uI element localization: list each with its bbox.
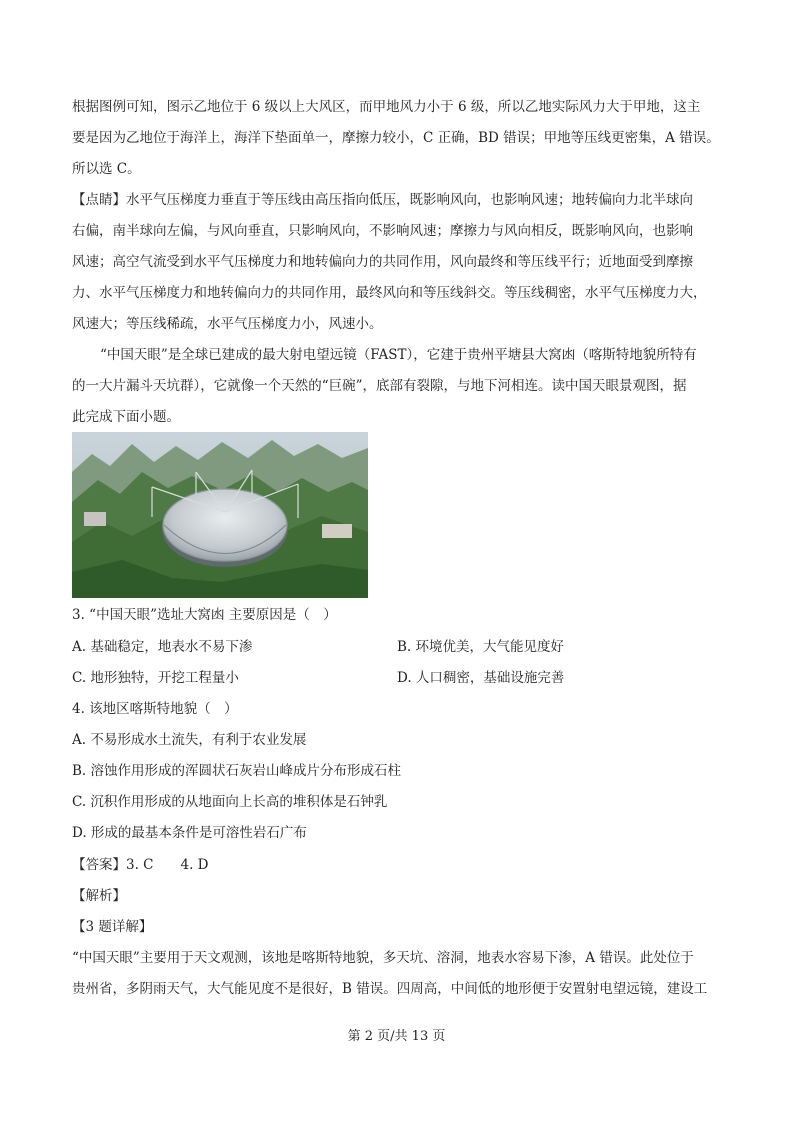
intro-line: 的一大片漏斗天坑群），它就像一个天然的“巨碗”，底部有裂隙，与地下河相连。读中国天眼景观图，据 — [72, 378, 687, 394]
intro-line: 此完成下面小题。 — [72, 409, 180, 425]
question-4-option-b[interactable]: B. 溶蚀作用形成的浑圆状石灰岩山峰成片分布形成石柱 — [72, 763, 402, 779]
question-3-option-a[interactable]: A. 基础稳定，地表水不易下渗 — [72, 639, 253, 655]
paragraph-line: 根据图例可知，图示乙地位于 6 级以上大风区，而甲地风力小于 6 级，所以乙地实际风力大于甲地，这主 — [72, 99, 701, 115]
tip-line: 风速；高空气流受到水平气压梯度力和地转偏向力的共同作用，风向最终和等压线平行；近地面受到摩擦 — [72, 254, 693, 270]
analysis-heading: 【解析】 — [72, 888, 126, 904]
question-3-stem: 3. “中国天眼”选址大窝凼 主要原因是（ ） — [72, 607, 337, 623]
fast-telescope-photo — [72, 432, 368, 598]
intro-line: “中国天眼”是全球已建成的最大射电望远镜（FAST），它建于贵州平塘县大窝凼（喀斯特地貌所特有 — [100, 347, 697, 363]
question-4-option-d[interactable]: D. 形成的最基本条件是可溶性岩石广布 — [72, 825, 307, 841]
tip-line: 力、水平气压梯度力和地转偏向力的共同作用，最终风向和等压线斜交。等压线稠密，水平气压梯度力大， — [72, 285, 707, 301]
question-3-option-b[interactable]: B. 环境优美，大气能见度好 — [397, 639, 565, 655]
question-4-option-a[interactable]: A. 不易形成水土流失，有利于农业发展 — [72, 732, 307, 748]
paragraph-line: 要是因为乙地位于海洋上，海洋下垫面单一，摩擦力较小，C 正确，BD 错误；甲地等压线更密集，A 错误。 — [72, 130, 720, 146]
detail-heading: 【3 题详解】 — [72, 919, 153, 935]
question-4-option-c[interactable]: C. 沉积作用形成的从地面向上长高的堆积体是石钟乳 — [72, 794, 388, 810]
answer-line: 【答案】3. C 4. D — [72, 857, 209, 873]
tip-line: 右偏，南半球向左偏，与风向垂直，只影响风向，不影响风速；摩擦力与风向相反，既影响风向，也影响 — [72, 223, 693, 239]
question-3-option-d[interactable]: D. 人口稠密，基础设施完善 — [397, 670, 565, 686]
page-footer: 第 2 页/共 13 页 — [347, 1029, 446, 1044]
question-4-stem: 4. 该地区喀斯特地貌（ ） — [72, 701, 238, 717]
question-3-option-c[interactable]: C. 地形独特，开挖工程量小 — [72, 670, 239, 686]
tip-line: 【点睛】水平气压梯度力垂直于等压线由高压指向低压，既影响风向，也影响风速；地转偏向力北半球向 — [72, 192, 693, 208]
detail-line: 贵州省，多阴雨天气，大气能见度不是很好，B 错误。四周高，中间低的地形便于安置射电望远镜，建设工 — [72, 981, 708, 997]
tip-line: 风速大；等压线稀疏，水平气压梯度力小，风速小。 — [72, 316, 383, 332]
detail-line: “中国天眼”主要用于天文观测，该地是喀斯特地貌，多天坑、溶洞，地表水容易下渗，A 错误。此处位于 — [72, 950, 694, 966]
paragraph-line: 所以选 C。 — [72, 161, 141, 177]
